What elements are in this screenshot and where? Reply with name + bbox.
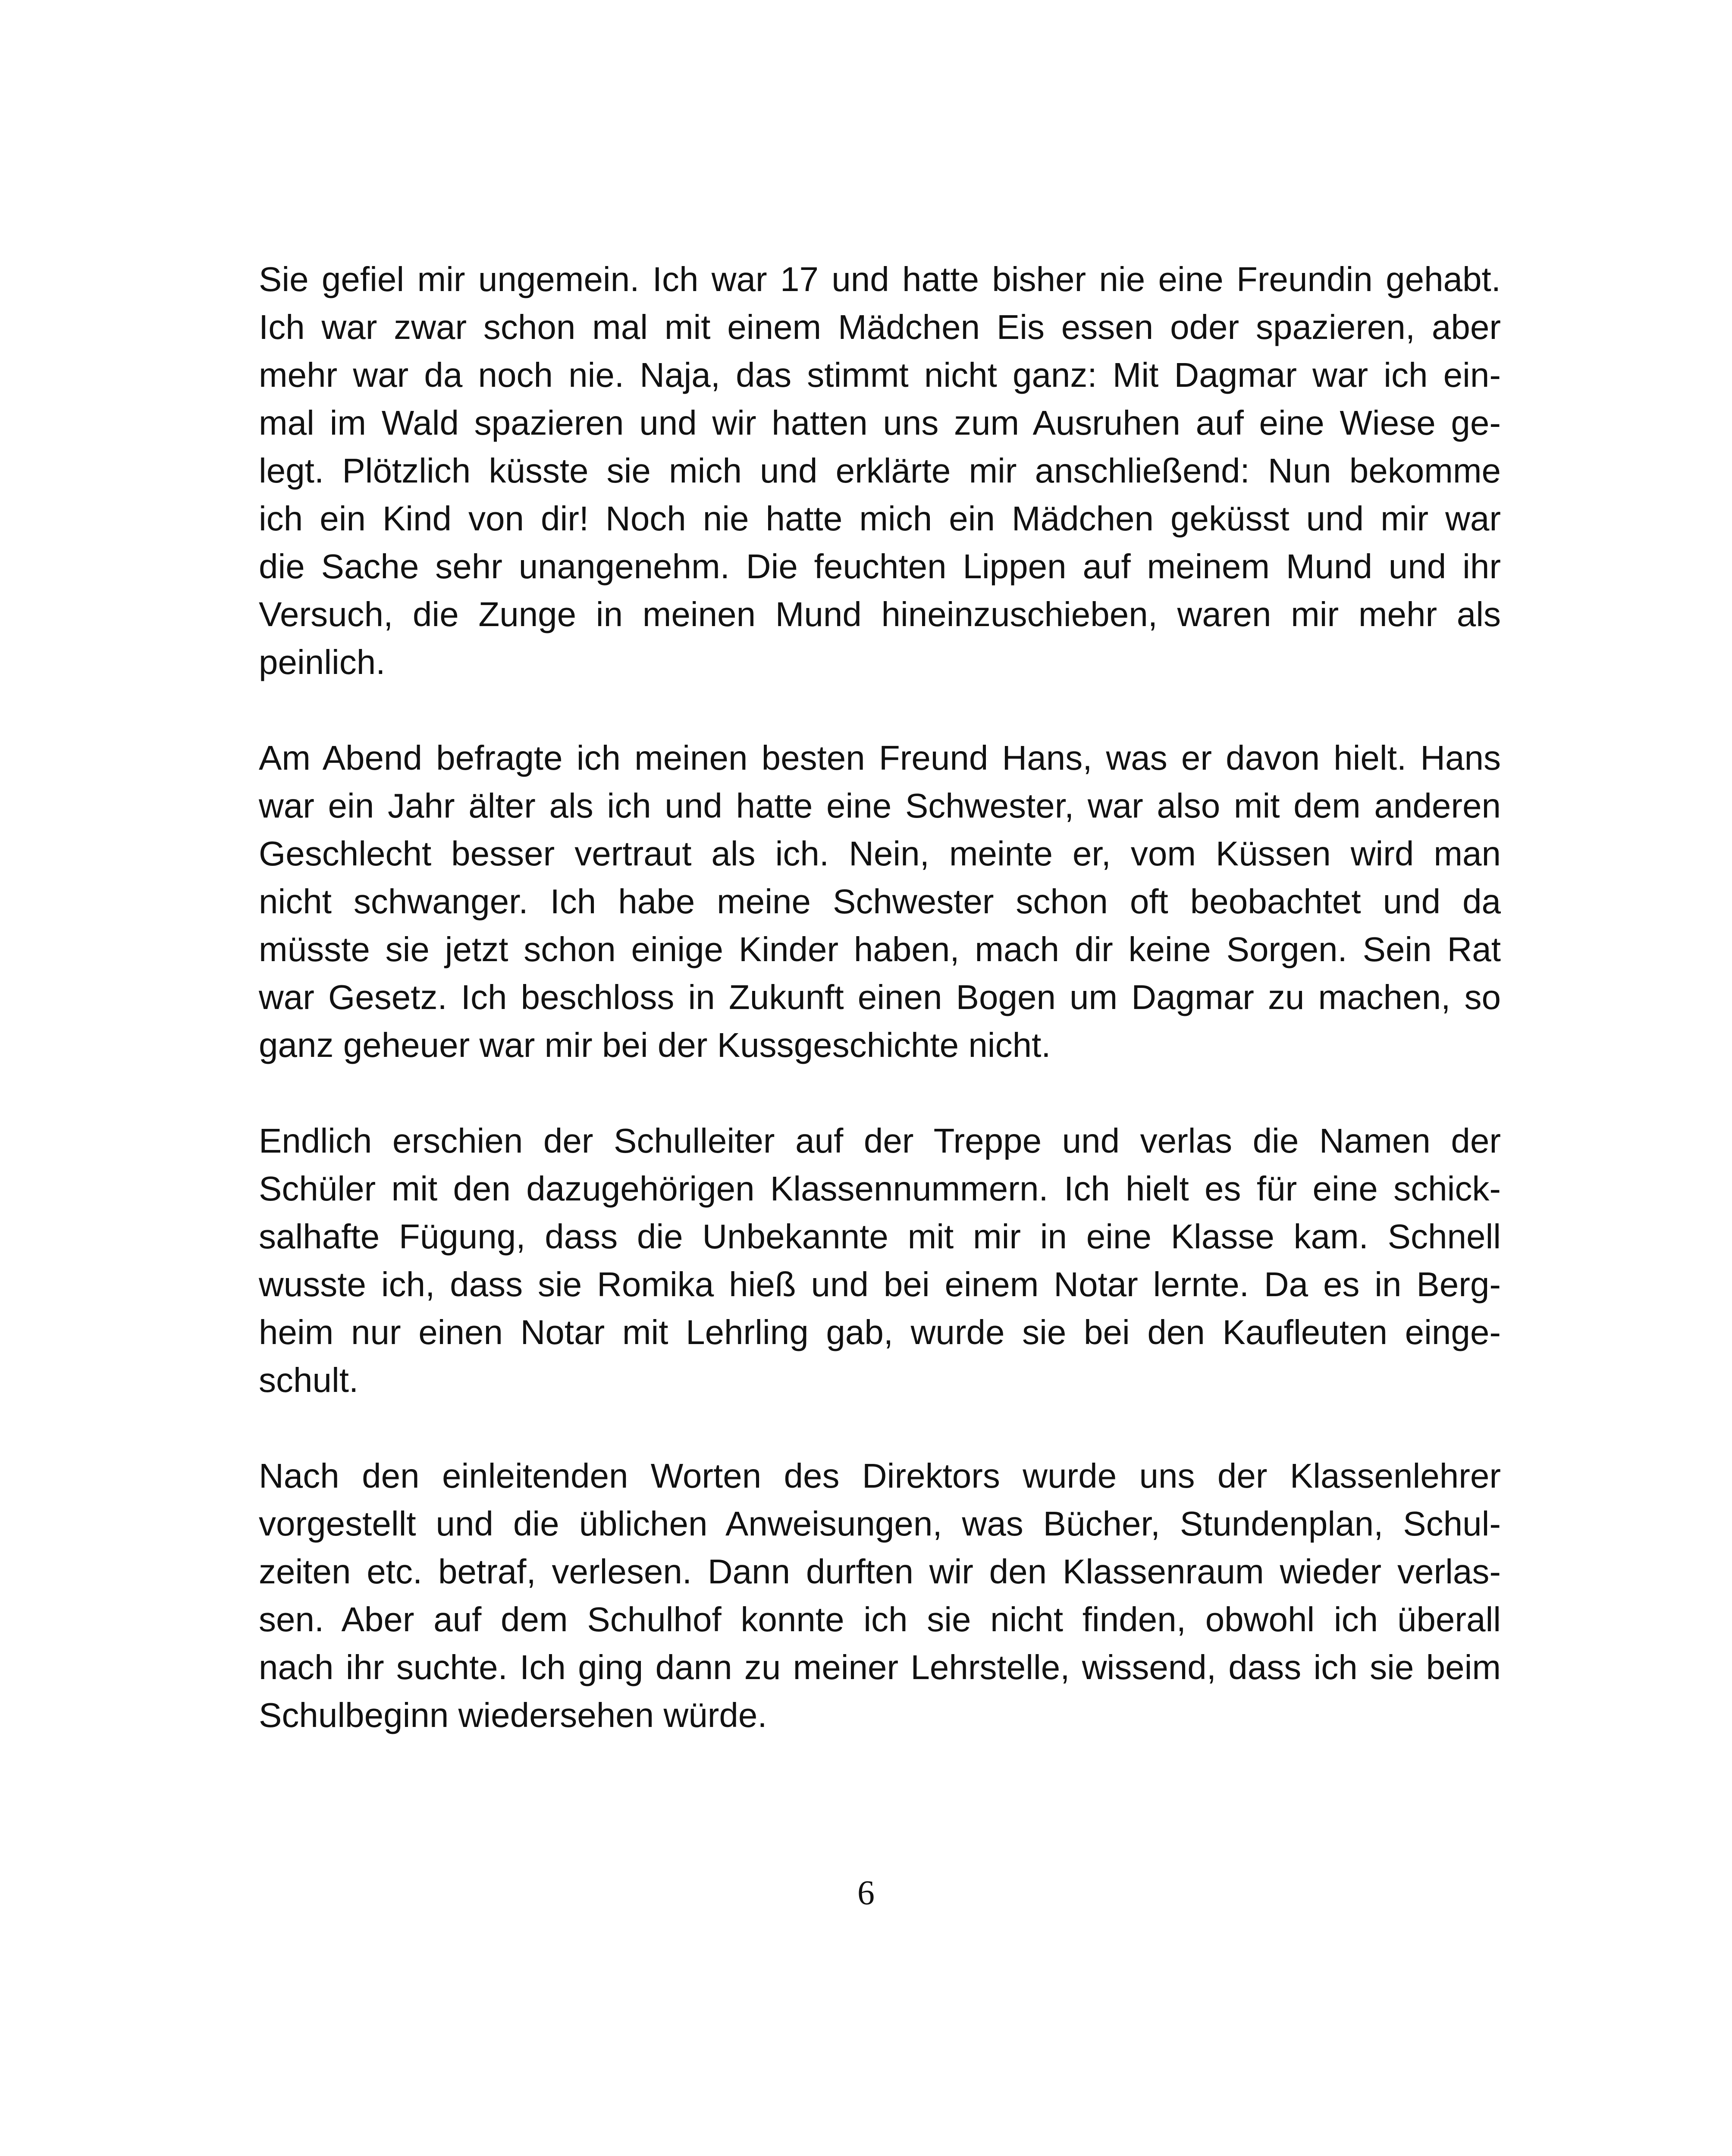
text-line: Schüler mit den dazugehörigen Klassennummern. Ich hielt es für eine schick- xyxy=(259,1169,1501,1208)
text-line: ich ein Kind von dir! Noch nie hatte mich ein Mädchen geküsst und mir war xyxy=(259,499,1501,538)
text-line: ganz geheuer war mir bei der Kussgeschichte nicht. xyxy=(259,1026,1051,1064)
text-line: nicht schwanger. Ich habe meine Schwester schon oft beobachtet und da xyxy=(259,882,1501,921)
text-line: war Gesetz. Ich beschloss in Zukunft einen Bogen um Dagmar zu machen, so xyxy=(259,978,1501,1016)
text-line: vorgestellt und die üblichen Anweisungen, was Bücher, Stundenplan, Schul- xyxy=(259,1504,1501,1543)
text-line: sen. Aber auf dem Schulhof konnte ich sie nicht finden, obwohl ich überall xyxy=(259,1600,1501,1639)
text-line: nach ihr suchte. Ich ging dann zu meiner Lehrstelle, wissend, dass ich sie beim xyxy=(259,1648,1501,1686)
text-line: legt. Plötzlich küsste sie mich und erklärte mir anschließend: Nun bekomme xyxy=(259,451,1501,490)
text-line: peinlich. xyxy=(259,643,386,681)
text-line: schult. xyxy=(259,1361,359,1399)
paragraph-4 xyxy=(259,1452,1501,1739)
text-line: wusste ich, dass sie Romika hieß und bei einem Notar lernte. Da es in Berg- xyxy=(259,1265,1501,1304)
text-line: Schulbeginn wiedersehen würde. xyxy=(259,1696,767,1734)
text-line: die Sache sehr unangenehm. Die feuchten Lippen auf meinem Mund und ihr xyxy=(259,547,1501,586)
text-line: müsste sie jetzt schon einige Kinder haben, mach dir keine Sorgen. Sein Rat xyxy=(259,930,1501,968)
text-line: Versuch, die Zunge in meinen Mund hineinzuschieben, waren mir mehr als xyxy=(259,595,1501,633)
text-line: Geschlecht besser vertraut als ich. Nein, meinte er, vom Küssen wird man xyxy=(259,834,1501,873)
text-line: Endlich erschien der Schulleiter auf der Treppe und verlas die Namen der xyxy=(259,1122,1501,1160)
text-line: Nach den einleitenden Worten des Direktors wurde uns der Klassenlehrer xyxy=(259,1457,1501,1495)
text-line: salhafte Fügung, dass die Unbekannte mit mir in eine Klasse kam. Schnell xyxy=(259,1217,1501,1256)
text-line: heim nur einen Notar mit Lehrling gab, wurde sie bei den Kaufleuten einge- xyxy=(259,1313,1501,1351)
text-line: Am Abend befragte ich meinen besten Freund Hans, was er davon hielt. Hans xyxy=(259,739,1501,777)
paragraph-1 xyxy=(259,255,1501,686)
text-line: mal im Wald spazieren und wir hatten uns zum Ausruhen auf eine Wiese ge- xyxy=(259,404,1501,442)
paragraph-3 xyxy=(259,1117,1501,1404)
body-text xyxy=(259,255,1501,1787)
text-line: war ein Jahr älter als ich und hatte eine Schwester, war also mit dem anderen xyxy=(259,787,1501,825)
text-line: zeiten etc. betraf, verlesen. Dann durften wir den Klassenraum wieder verlas- xyxy=(259,1552,1501,1591)
text-line: mehr war da noch nie. Naja, das stimmt nicht ganz: Mit Dagmar war ich ein- xyxy=(259,356,1501,394)
text-line: Ich war zwar schon mal mit einem Mädchen Eis essen oder spazieren, aber xyxy=(259,308,1501,346)
text-line: Sie gefiel mir ungemein. Ich war 17 und hatte bisher nie eine Freundin gehabt. xyxy=(259,260,1501,298)
page-number: 6 xyxy=(857,1874,875,1912)
paragraph-2 xyxy=(259,734,1501,1069)
